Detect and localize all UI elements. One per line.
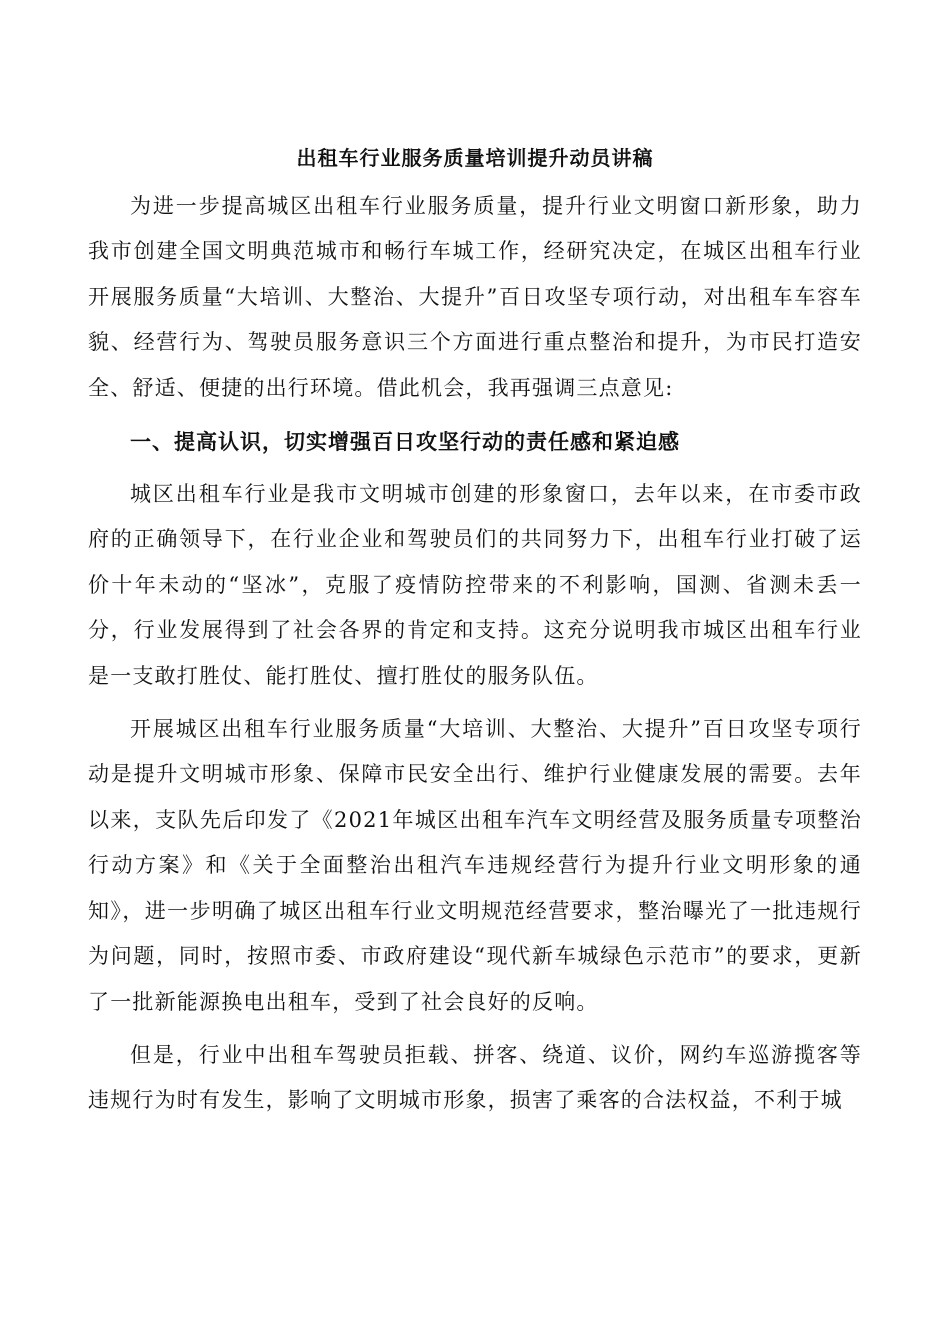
body-paragraph-2: 开展城区出租车行业服务质量“大培训、大整治、大提升”百日攻坚专项行动是提升文明城市形象、保障市民安全出行、维护行业健康发展的需要。去年以来，支队先后印发了《2021年城区出租车汽车文明经营及服务质量专项整治行动方案》和《关于全面整治出租汽车违规经营行为提升行业文明形象的通知》，进一步明确了城区出租车行业文明规范经营要求，整治曝光了一批违规行为问题，同时，按照市委、市政府建设“现代新车城绿色示范市”的要求，更新了一批新能源换电出租车，受到了社会良好的反响。 <box>88 717 862 1014</box>
section-heading-1: 一、提高认识，切实增强百日攻坚行动的责任感和紧迫感 <box>130 429 680 455</box>
document-title: 出租车行业服务质量培训提升动员讲稿 <box>296 146 654 170</box>
intro-paragraph: 为进一步提高城区出租车行业服务质量，提升行业文明窗口新形象，助力我市创建全国文明典范城市和畅行车城工作，经研究决定，在城区出租车行业开展服务质量“大培训、大整治、大提升”百日攻坚专项行动，对出租车车容车貌、经营行为、驾驶员服务意识三个方面进行重点整治和提升，为市民打造安全、舒适、便捷的出行环境。借此机会，我再强调三点意见: <box>88 194 862 400</box>
document-page <box>88 138 862 1132</box>
body-paragraph-1: 城区出租车行业是我市文明城市创建的形象窗口，去年以来，在市委市政府的正确领导下，在行业企业和驾驶员们的共同努力下，出租车行业打破了运价十年未动的“坚冰”，克服了疫情防控带来的不利影响，国测、省测未丢一分，行业发展得到了社会各界的肯定和支持。这充分说明我市城区出租车行业是一支敢打胜仗、能打胜仗、擅打胜仗的服务队伍。 <box>88 482 862 688</box>
body-paragraph-3: 但是，行业中出租车驾驶员拒载、拼客、绕道、议价，网约车巡游揽客等违规行为时有发生，影响了文明城市形象，损害了乘客的合法权益，不利于城 <box>88 1042 862 1113</box>
